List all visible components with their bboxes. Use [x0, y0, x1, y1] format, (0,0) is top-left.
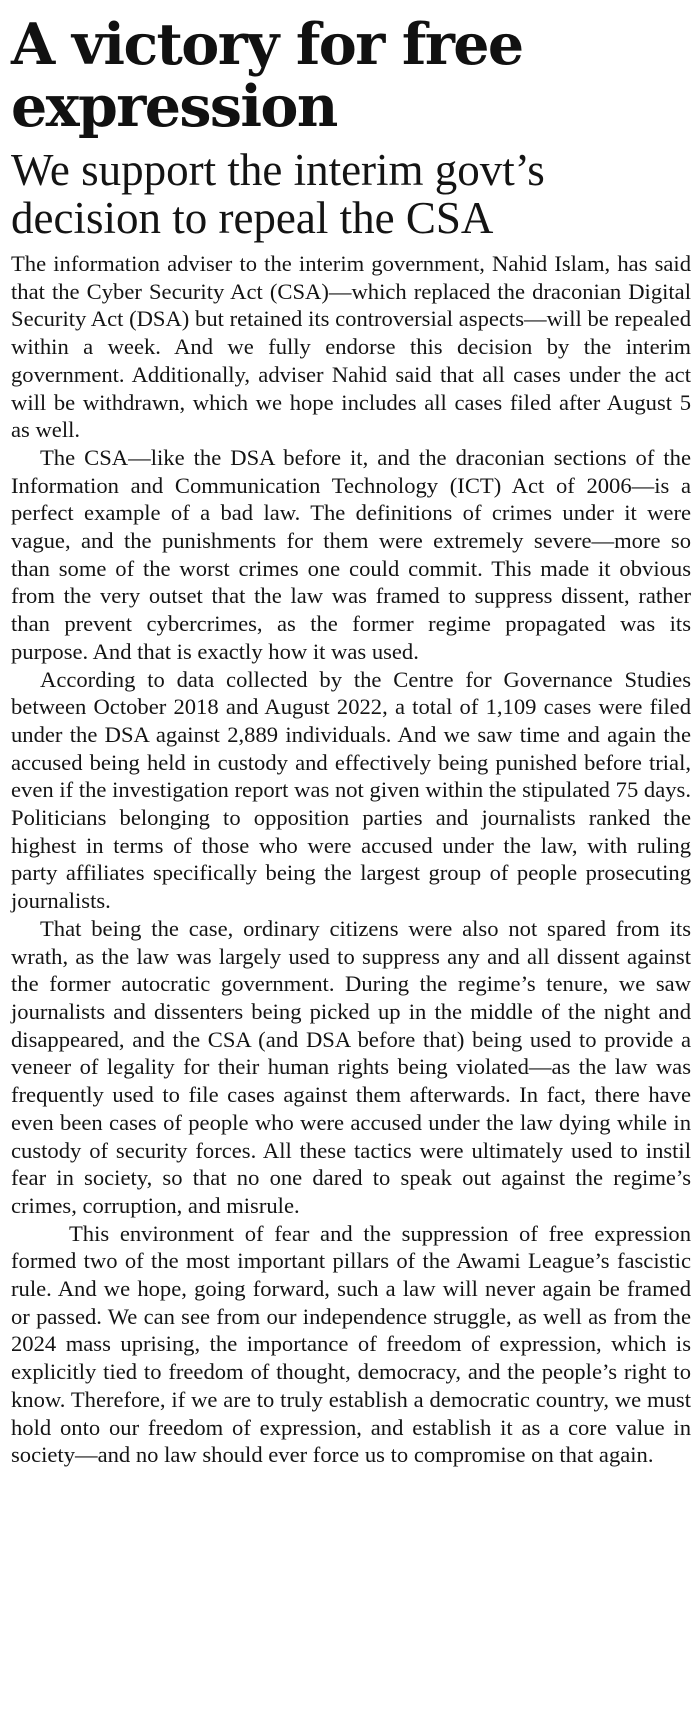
body-paragraph: According to data collected by the Centre for Governance Studies between October 2018 and August 2022, a total of 1,109 cases were filed under the DSA against 2,889 individuals. And we saw time and again the accused being held in custody and effectively being punished before trial, even if the investigation report was not given within the stipulated 75 days. Politicians belonging to opposition parties and journalists ranked the highest in terms of those who were accused under the law, with ruling party affiliates specifically being the largest group of people prosecuting journalists.: [11, 666, 691, 914]
article-body: [11, 250, 691, 1469]
body-paragraph: The CSA—like the DSA before it, and the draconian sections of the Information and Communication Technology (ICT) Act of 2006—is a perfect example of a bad law. The definitions of crimes under it were vague, and the punishments for them were extremely severe—more so than some of the worst crimes one could commit. This made it obvious from the very outset that the law was framed to suppress dissent, rather than prevent cybercrimes, as the former regime propagated was its purpose. And that is exactly how it was used.: [11, 444, 691, 664]
headline: A victory for free expression: [11, 11, 523, 140]
body-paragraph: The information adviser to the interim government, Nahid Islam, has said that the Cyber Security Act (CSA)—which replaced the draconian Digital Security Act (DSA) but retained its controversial aspects—will be repealed within a week. And we fully endorse this decision by the interim government. Additionally, adviser Nahid said that all cases under the act will be withdrawn, which we hope includes all cases filed after August 5 as well.: [11, 251, 691, 443]
subheadline: We support the interim govt’s decision to repeal the CSA: [11, 145, 545, 243]
body-paragraph: That being the case, ordinary citizens were also not spared from its wrath, as the law was largely used to suppress any and all dissent against the former autocratic government. During the regime’s tenure, we saw journalists and dissenters being picked up in the middle of the night and disappeared, and the CSA (and DSA before that) being used to provide a veneer of legality for their human rights being violated—as the law was frequently used to file cases against them afterwards. In fact, there have even been cases of people who were accused under the law dying while in custody of security forces. All these tactics were ultimately used to instil fear in society, so that no one dared to speak out against the regime’s crimes, corruption, and misrule.: [11, 915, 691, 1218]
editorial-article: [11, 11, 691, 1469]
body-paragraph: This environment of fear and the suppression of free expression formed two of the most important pillars of the Awami League’s fascistic rule. And we hope, going forward, such a law will never again be framed or passed. We can see from our independence struggle, as well as from the 2024 mass uprising, the importance of freedom of expression, which is explicitly tied to freedom of thought, democracy, and the people’s right to know. Therefore, if we are to truly establish a democratic country, we must hold onto our freedom of expression, and establish it as a core value in society—and no law should ever force us to compromise on that again.: [11, 1220, 691, 1468]
